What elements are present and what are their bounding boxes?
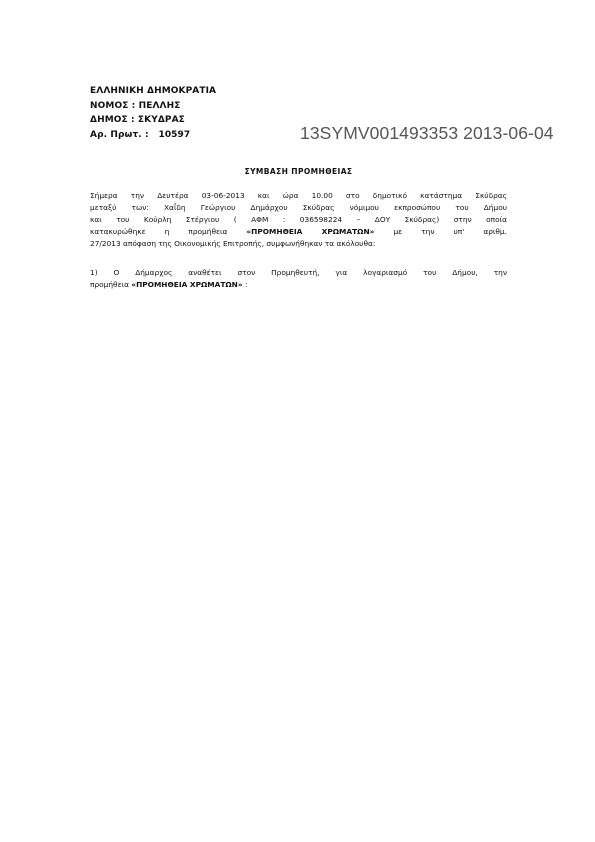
header-municipality: ΔΗΜΟΣ : ΣΚΥΔΡΑΣ — [90, 115, 185, 125]
paragraph-line: και του Κούρλη Στέργιου ( ΑΦΜ : 036598224 – ΔΟΥ Σκύδρας) στην οποία — [90, 215, 507, 225]
document-title: ΣΥΜΒΑΣΗ ΠΡΟΜΗΘΕΙΑΣ — [244, 167, 353, 176]
document-header — [90, 84, 216, 142]
header-prefecture: ΝΟΜΟΣ : ΠΕΛΛΗΣ — [90, 100, 181, 111]
protocol-stamp: 13SYMV001493353 2013-06-04 — [300, 123, 554, 143]
procurement-name: «ΠΡΟΜΗΘΕΙΑ ΧΡΩΜΑΤΩΝ» — [246, 227, 375, 237]
paragraph-line: 1) Ο Δήμαρχος αναθέτει στον Προμηθευτή, για λογαριασμό του Δήμου, την — [90, 268, 507, 277]
paragraph-line — [90, 279, 507, 291]
text-fragment: : — [242, 280, 248, 290]
paragraph-clause-1 — [90, 267, 507, 291]
paragraph-line: μεταξύ των: Χαΐδη Γεώργιου Δημάρχου Σκύδρας νόμιμου εκπροσώπου του Δήμου — [90, 203, 507, 213]
header-country: ΕΛΛΗΝΙΚΗ ΔΗΜΟΚΡΑΤΙΑ — [90, 86, 217, 96]
paragraph-line — [90, 226, 507, 238]
text-fragment: προμήθεια — [90, 280, 132, 290]
text-fragment: με την υπ' αριθμ. — [374, 227, 507, 237]
paragraph-line: Σήμερα την Δευτέρα 03-06-2013 και ώρα 10.00 στο δημοτικό κατάστημα Σκύδρας — [90, 191, 507, 200]
paragraph-intro — [90, 190, 507, 250]
text-fragment: κατακυρώθηκε η προμήθεια — [90, 227, 247, 237]
header-protocol-number: Αρ. Πρωτ. : 10597 — [90, 129, 191, 140]
paragraph-line: 27/2013 απόφαση της Οικονομικής Επιτροπής, συμφωνήθηκαν τα ακόλουθα: — [90, 239, 376, 249]
procurement-name: «ΠΡΟΜΗΘΕΙΑ ΧΡΩΜΑΤΩΝ» — [131, 280, 243, 290]
